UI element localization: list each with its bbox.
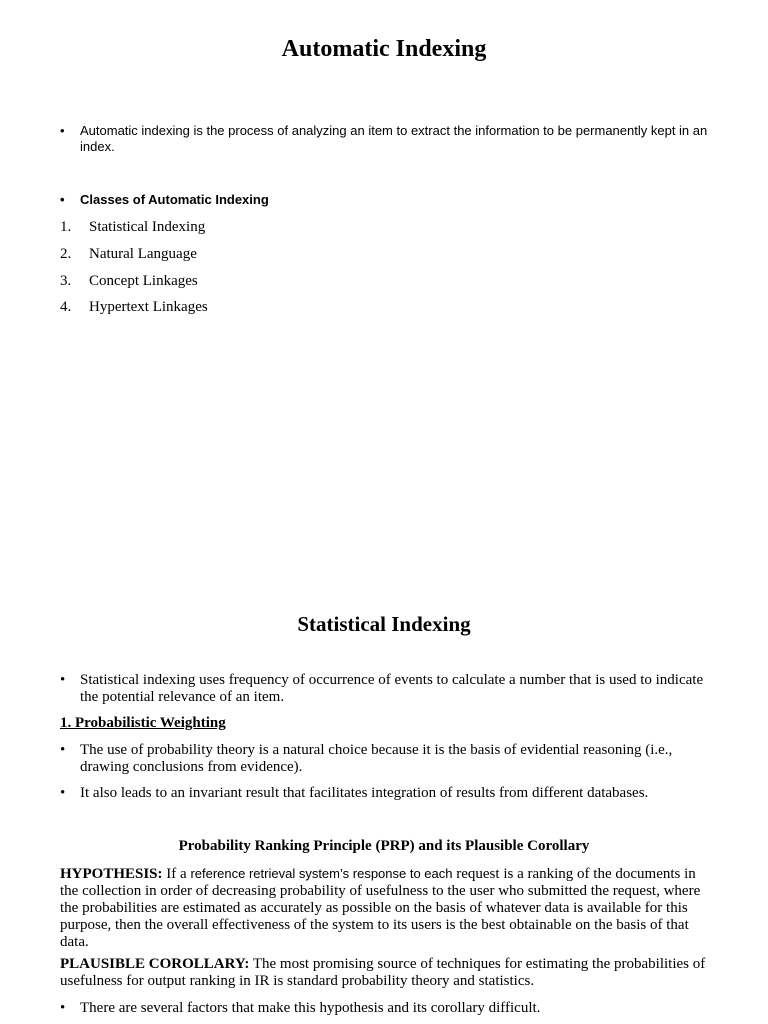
list-item xyxy=(60,299,710,316)
hypothesis-rest: request is a ranking of the documents in the collection in order of decreasing probability of usefulness to the user who submitted the request, where the probabilities are estimated as accurately as possible on the basis of whatever data is available for this purpose, then the overall effectiveness of the system to its users is the best obtainable on the basis of that data. xyxy=(60,866,701,950)
list-item xyxy=(60,246,710,263)
classes-heading: Classes of Automatic Indexing xyxy=(80,192,269,207)
list-number: 3. xyxy=(60,273,72,289)
subheading: 1. Probabilistic Weighting xyxy=(60,715,226,731)
prob-bullet-2 xyxy=(60,785,710,802)
list-number: 1. xyxy=(60,219,72,235)
section-title: Statistical Indexing xyxy=(297,612,471,636)
bullet-glyph: • xyxy=(60,742,66,758)
prp-heading: Probability Ranking Principle (PRP) and its Plausible Corollary xyxy=(178,838,590,854)
bullet-text: The use of probability theory is a natural choice because it is the basis of evidential reasoning (i.e., drawing conclusions from evidence). xyxy=(80,742,673,775)
bullet-glyph: • xyxy=(60,123,65,138)
list-number: 4. xyxy=(60,299,72,315)
hypothesis-lead: If a xyxy=(162,866,191,882)
stat-intro-text: Statistical indexing uses frequency of occurrence of events to calculate a number that is used to indicate the potential relevance of an item. xyxy=(80,672,704,705)
hypothesis-label: HYPOTHESIS: xyxy=(60,866,163,882)
prob-bullet-1 xyxy=(60,742,710,776)
corollary-text: The most promising source of techniques for estimating the probabilities of usefulness for output ranking in IR is standard probability theory and statistics. xyxy=(60,956,706,989)
hypothesis-paragraph xyxy=(60,865,710,951)
list-number: 2. xyxy=(60,246,72,262)
bullet-text: It also leads to an invariant result that facilitates integration of results from different databases. xyxy=(80,785,649,801)
list-item xyxy=(60,219,710,236)
list-label: Concept Linkages xyxy=(89,273,198,289)
classes-heading-bullet xyxy=(60,192,710,208)
list-label: Statistical Indexing xyxy=(89,219,206,235)
bullet-glyph: • xyxy=(60,1000,66,1016)
final-bullet xyxy=(60,1000,710,1017)
list-label: Natural Language xyxy=(89,246,197,262)
stat-intro-bullet xyxy=(60,672,710,706)
page-title: Automatic Indexing xyxy=(281,36,487,62)
list-label: Hypertext Linkages xyxy=(89,299,208,315)
list-item xyxy=(60,273,710,290)
bullet-text: There are several factors that make this hypothesis and its corollary difficult. xyxy=(80,1000,541,1016)
corollary-label: PLAUSIBLE COROLLARY: xyxy=(60,956,250,972)
bullet-glyph: • xyxy=(60,672,66,688)
bullet-glyph: • xyxy=(60,785,66,801)
intro-bullet xyxy=(60,123,710,155)
corollary-paragraph xyxy=(60,956,710,990)
intro-text: Automatic indexing is the process of analyzing an item to extract the information to be permanently kept in an index. xyxy=(80,123,708,154)
bullet-glyph: • xyxy=(60,192,65,207)
hypothesis-sans-fragment: reference retrieval system’s response to each xyxy=(190,866,453,881)
